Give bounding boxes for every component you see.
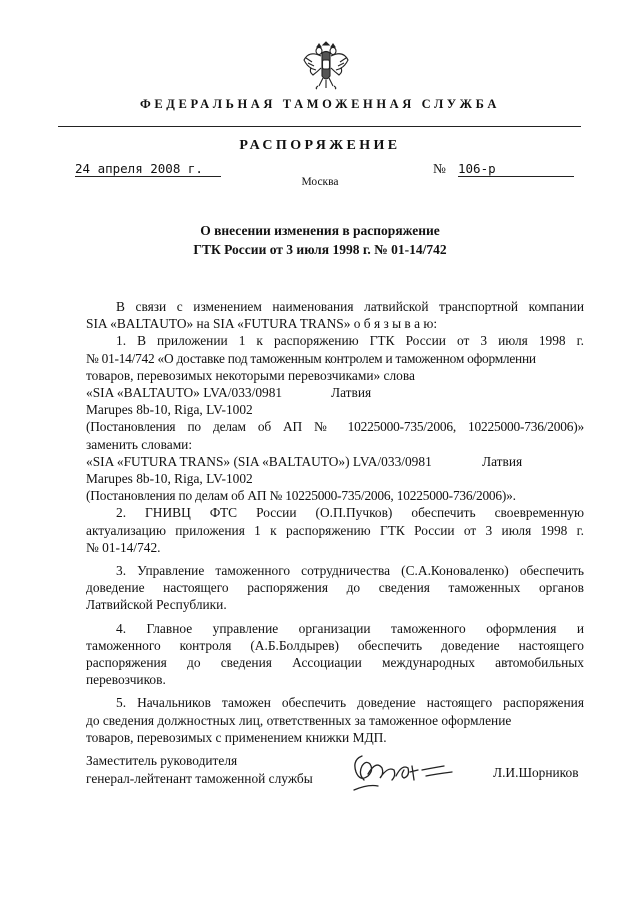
- body-line-part: Латвия: [331, 385, 372, 401]
- body-line: 5. Начальников таможен обеспечить доведение настоящего распоряжения: [116, 695, 584, 711]
- document-city: Москва: [301, 176, 339, 188]
- title-line: ГТК России от 3 июля 1998 г. № 01-14/742: [193, 242, 447, 257]
- body-line: [86, 453, 584, 470]
- document-date: 24 апреля 2008 г.: [75, 161, 221, 177]
- body-line: № 01-14/742.: [86, 539, 161, 555]
- agency-name: ФЕДЕРАЛЬНАЯ ТАМОЖЕННАЯ СЛУЖБА: [140, 97, 500, 111]
- body-line: 3. Управление таможенного сотрудничества (С.А.Коноваленко) обеспечить: [116, 563, 584, 579]
- body-line-part: «SIA «FUTURA TRANS» (SIA «BALTAUTO») LVA/033/0981: [86, 453, 432, 469]
- body-line: Латвийской Республики.: [86, 597, 227, 613]
- signatory-name: Л.И.Шорников: [493, 765, 579, 780]
- body-line: (Постановления по делам об АП № 10225000-735/2006, 10225000-736/2006)»: [86, 419, 584, 435]
- body-line: SIA «BALTAUTO» на SIA «FUTURA TRANS» о б я з ы в а ю:: [86, 316, 438, 332]
- handwritten-signature-icon: [348, 746, 460, 794]
- body-line: перевозчиков.: [86, 672, 166, 688]
- body-line: 2. ГНИВЦ ФТС России (О.П.Пучков) обеспечить своевременную: [116, 505, 584, 521]
- document-number-label: №: [433, 161, 446, 176]
- document-title: [0, 221, 640, 259]
- body-line: товаров, перевозимых с применением книжки МДП.: [86, 729, 387, 745]
- body-line: распоряжения до сведения Ассоциации международных автомобильных: [86, 655, 584, 671]
- header-divider: [58, 126, 581, 127]
- signatory-position-line: генерал-лейтенант таможенной службы: [86, 771, 313, 786]
- body-line: № 01-14/742 «О доставке под таможенным контролем и таможенном оформленни: [86, 350, 536, 366]
- body-line: (Постановления по делам об АП № 10225000-735/2006, 10225000-736/2006)».: [86, 488, 516, 504]
- body-line: В связи с изменением наименования латвийской транспортной компании: [116, 299, 584, 314]
- russian-coat-of-arms-emblem-icon: [301, 38, 351, 90]
- document-type: РАСПОРЯЖЕНИЕ: [239, 138, 401, 153]
- body-line: таможенного контроля (А.Б.Болдырев) обеспечить доведение настоящего: [86, 637, 584, 653]
- title-line: О внесении изменения в распоряжение: [200, 223, 440, 238]
- body-line: товаров, перевозимых некоторыми перевозчиками» слова: [86, 367, 415, 383]
- document-number: 106-р: [458, 161, 574, 177]
- body-line-part: Латвия: [482, 453, 523, 469]
- signatory-position-line: Заместитель руководителя: [86, 753, 238, 768]
- body-line: доведение настоящего распоряжения до сведения таможенных органов: [86, 580, 584, 596]
- body-line: 4. Главное управление организации таможенного оформления и: [116, 620, 584, 636]
- body-line: актуализацию приложения 1 к распоряжению ГТК России от 3 июля 1998 г.: [86, 522, 584, 538]
- body-line: [86, 384, 584, 401]
- body-line: до сведения должностных лиц, ответственных за таможенное оформление: [86, 712, 512, 728]
- signatory-position: [86, 752, 313, 788]
- body-line: 1. В приложении 1 к распоряжению ГТК России от 3 июля 1998 г.: [116, 333, 584, 349]
- body-line: Marupes 8b-10, Riga, LV-1002: [86, 402, 253, 418]
- body-line: Marupes 8b-10, Riga, LV-1002: [86, 471, 253, 487]
- document-body: [86, 298, 584, 746]
- body-line: заменить словами:: [86, 436, 193, 452]
- body-line-part: «SIA «BALTAUTO» LVA/033/0981: [86, 385, 283, 401]
